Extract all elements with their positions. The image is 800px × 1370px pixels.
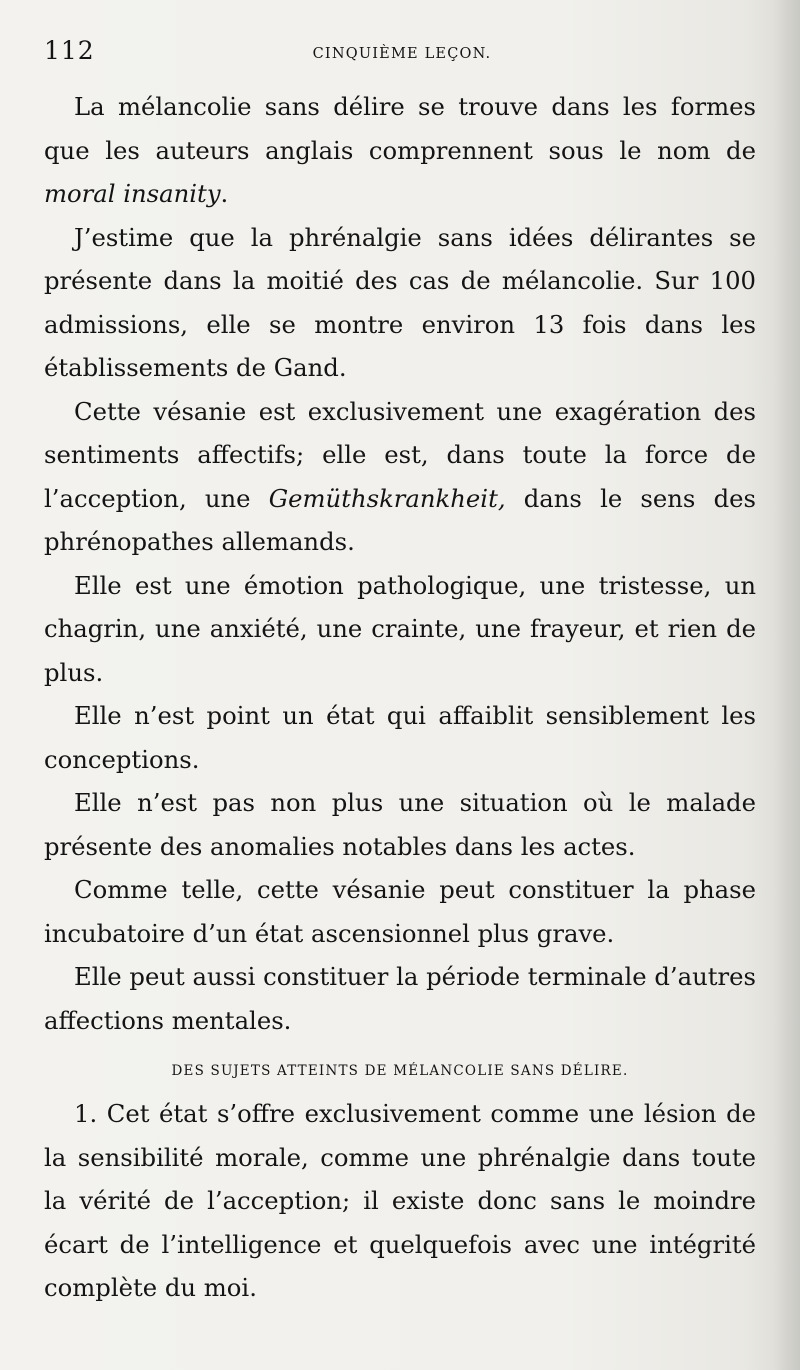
paragraph-actes: Elle n’est pas non plus une situation où le malade présente des anomalies notables dans les actes. <box>44 788 756 861</box>
emphasis-text: Gemüthskrankheit, <box>268 483 506 513</box>
paragraph-gemuthskrankheit <box>44 390 756 564</box>
section-title: DES SUJETS ATTEINTS DE MÉLANCOLIE SANS DÉLIRE. <box>171 1063 629 1079</box>
paragraph-statistics: J’estime que la phrénalgie sans idées délirantes se présente dans la moitié des cas de mélancolie. Sur 100 admissions, elle se montre environ 13 fois dans les établissements de Gand. <box>44 222 756 382</box>
paragraph-text: La mélancolie sans délire se trouve dans les formes que les auteurs anglais comprennent sous le nom de <box>44 92 756 165</box>
paragraph-periode-terminale: Elle peut aussi constituer la période terminale d’autres affections mentales. <box>44 962 756 1035</box>
paragraph-text: dans le sens des phrénopathes allemands. <box>44 483 756 556</box>
paragraph-phase-incubatoire: Comme telle, cette vésanie peut constituer la phase incubatoire d’un état ascensionnel plus grave. <box>44 875 756 948</box>
body-text <box>44 85 756 1310</box>
emphasis-text: moral insanity <box>44 179 221 208</box>
page-header <box>44 36 760 70</box>
paragraph-emotion: Elle est une émotion pathologique, une tristesse, un chagrin, une anxiété, une crainte, une frayeur, et rien de plus. <box>44 570 756 687</box>
page-edge-shadow <box>774 0 800 1370</box>
running-title: CINQUIÈME LEÇON. <box>312 46 492 62</box>
paragraph-moral-insanity <box>44 85 756 216</box>
paragraph-text: . <box>220 179 229 208</box>
page-number: 112 <box>44 36 95 65</box>
paragraph-text: Cette vésanie est exclusivement une exagération des sentiments affectifs; elle est, dans toute la force de l’acception, une <box>44 396 756 513</box>
paragraph-conceptions: Elle n’est point un état qui affaiblit sensiblement les conceptions. <box>44 701 756 774</box>
section-paragraph: 1. Cet état s’offre exclusivement comme une lésion de la sensibilité morale, comme une phrénalgie dans toute la vérité de l’acception; il existe donc sans le moindre écart de l’intelligence et quelquefois avec une intégrité complète du moi. <box>44 1099 756 1302</box>
